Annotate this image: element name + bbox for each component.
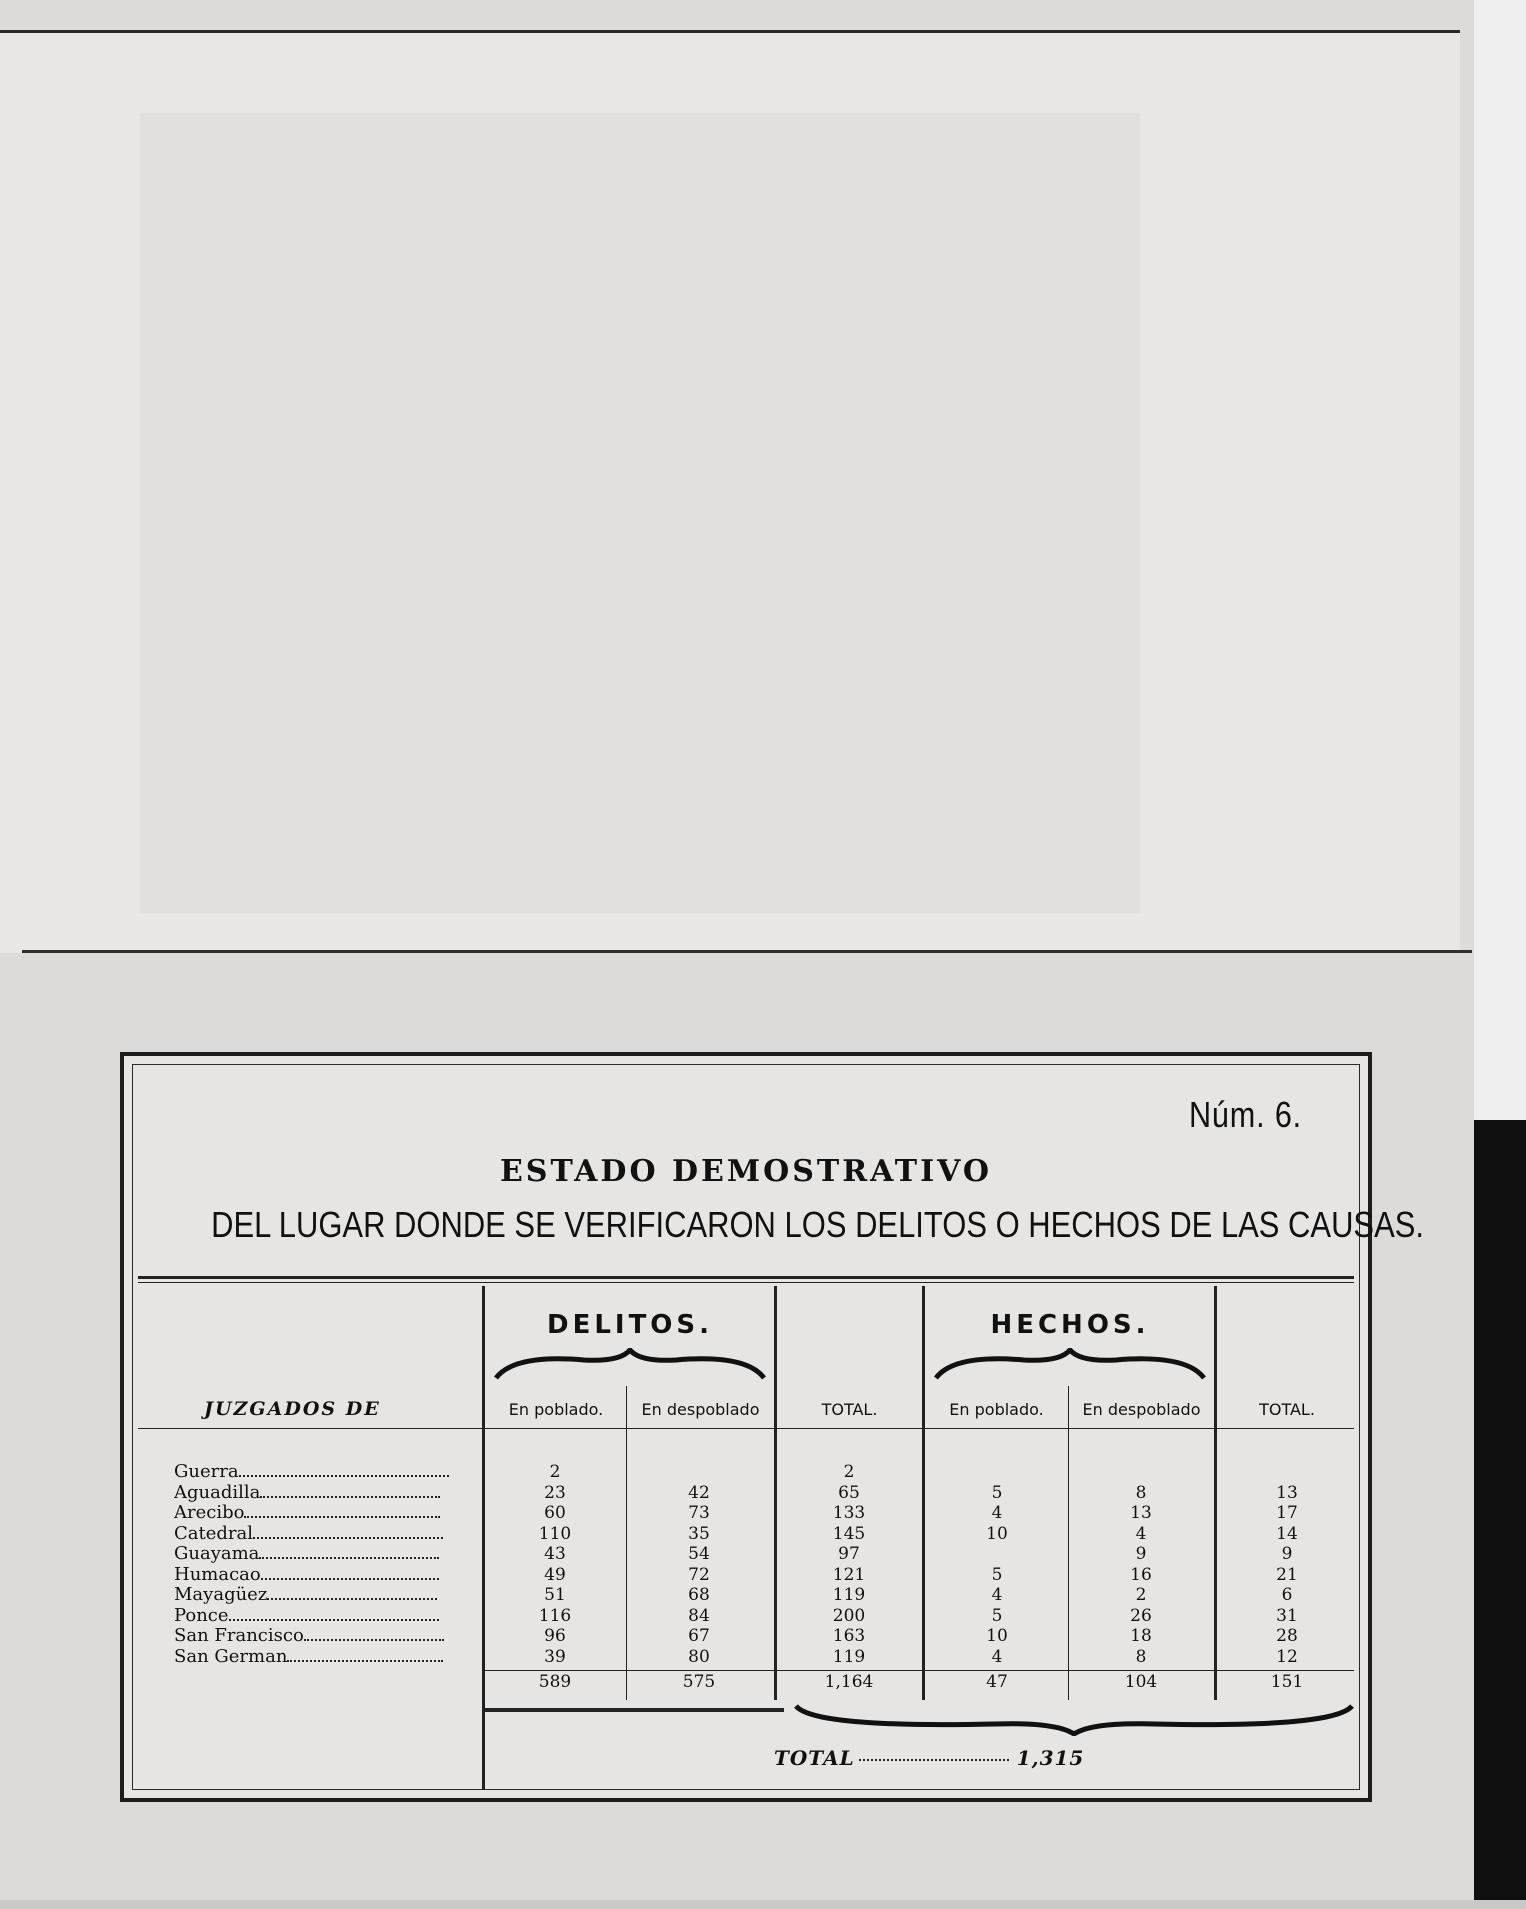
table-cell: 18 [1130,1626,1152,1646]
row-names [174,1462,474,1667]
table-cell: 49 [544,1564,566,1585]
colhead-delitos-despoblado: En despoblado [641,1400,760,1419]
row-header-juzgados: JUZGADOS DE [204,1398,381,1420]
table-cell: 6 [1281,1585,1293,1605]
document-number: Núm. 6. [1188,1094,1302,1135]
table-row-name: Humacao [174,1565,474,1586]
colhead-hechos-poblado: En poblado. [949,1400,1044,1419]
colhead-delitos-poblado: En poblado. [508,1400,604,1419]
table-cell [1086,1462,1196,1483]
table-row-name: San Francisco [174,1626,474,1647]
blank-upper-sheet [0,30,1460,953]
col-divider-4 [1068,1386,1069,1700]
table-cell: 73 [688,1503,710,1523]
table-cell: 10 [986,1626,1008,1646]
brace-grand-total [794,1702,1354,1736]
table-cell: 4 [991,1646,1003,1667]
table-cell: 31 [1276,1605,1298,1626]
table-cell: 163 [832,1626,866,1646]
table-cell: 4 [991,1585,1003,1605]
total-hechos-total: 151 [1270,1672,1304,1692]
table-cell: 4 [991,1503,1003,1523]
col-hechos-total [1232,1462,1342,1667]
table-cell: 13 [1130,1503,1152,1523]
table-cell: 51 [544,1585,566,1605]
table-cell: 97 [838,1544,860,1564]
table-row-name: Arecibo [174,1503,474,1524]
grand-total-value: 1,315 [1016,1746,1085,1770]
col-delitos-poblado [500,1462,610,1667]
brace-hechos [934,1348,1206,1382]
table-cell: 17 [1276,1503,1298,1523]
table-cell: 60 [544,1503,566,1523]
table-cell: 133 [832,1503,866,1523]
col-hechos-poblado [942,1462,1052,1667]
table-cell: 119 [832,1585,866,1605]
bleed-through-shadow [140,113,1140,913]
table-cell: 2 [843,1462,855,1482]
title-line-1: ESTADO DEMOSTRATIVO [499,1154,993,1189]
title-line-2: DEL LUGAR DONDE SE VERIFICARON LOS DELITOS O HECHOS DE LAS CAUSAS. [211,1204,1424,1245]
table-cell: 84 [688,1605,710,1626]
table-cell: 14 [1276,1523,1298,1544]
col-divider-1 [626,1386,627,1700]
group-header-delitos: DELITOS. [546,1310,714,1340]
header-top-rule [138,1276,1354,1279]
col-divider-5 [1214,1286,1217,1700]
colhead-hechos-total: TOTAL. [1259,1400,1315,1419]
fold-line [22,950,1472,953]
colhead-delitos-total: TOTAL. [821,1400,878,1419]
total-hechos-poblado: 47 [986,1672,1008,1692]
table-cell [942,1462,1052,1483]
table-cell: 9 [1281,1544,1293,1564]
table-cell: 28 [1276,1626,1298,1646]
table-cell: 9 [1135,1544,1147,1564]
group-header-hechos: HECHOS. [990,1310,1150,1340]
table-cell: 2 [549,1462,561,1482]
table-cell: 8 [1135,1646,1147,1667]
table-cell: 5 [991,1482,1003,1503]
brace-delitos [494,1348,766,1382]
table-cell: 16 [1130,1564,1152,1585]
table-cell: 72 [688,1564,710,1585]
header-top-rule-thin [138,1282,1354,1283]
table-row-name: Mayagüez [174,1585,474,1606]
totals-bottom-rule [484,1708,784,1712]
table-cell: 67 [688,1626,710,1646]
table-cell: 12 [1276,1646,1298,1667]
table-cell: 65 [838,1482,860,1503]
table-cell: 23 [544,1482,566,1503]
table-cell: 200 [832,1605,866,1626]
table-cell: 121 [832,1564,866,1585]
table-cell: 54 [688,1544,710,1564]
grand-total-label: TOTAL [774,1746,855,1770]
colhead-hechos-despoblado: En despoblado [1082,1400,1201,1419]
table-cell: 35 [688,1523,710,1544]
table-cell: 13 [1276,1482,1298,1503]
header-bottom-rule [138,1428,1354,1429]
table-row-name: San German [174,1647,474,1668]
table-cell [942,1544,1052,1565]
table-row-name: Ponce [174,1606,474,1627]
table-row-name: Catedral [174,1524,474,1545]
table-cell: 68 [688,1585,710,1605]
table-cell: 80 [688,1646,710,1667]
table-cell: 42 [688,1482,710,1503]
col-divider-2 [774,1286,777,1700]
table-cell [644,1462,754,1483]
table-cell: 10 [986,1523,1008,1544]
table-cell: 145 [832,1523,866,1544]
table-row-name: Guayama [174,1544,474,1565]
table-frame [120,1052,1424,1802]
grand-total [774,1746,1084,1770]
table-cell: 21 [1276,1564,1298,1585]
table-cell: 5 [991,1564,1003,1585]
table-cell: 26 [1130,1605,1152,1626]
scan-edge-dark [1474,1120,1526,1909]
scan-edge-bottom [0,1900,1526,1909]
col-divider-names [482,1286,485,1790]
table-cell: 96 [544,1626,566,1646]
col-delitos-total [794,1462,904,1667]
table-row-name: Aguadilla [174,1483,474,1504]
table-cell: 2 [1135,1585,1147,1605]
table-cell: 4 [1135,1523,1147,1544]
table-cell: 119 [832,1646,866,1667]
col-divider-3 [922,1286,925,1700]
table-cell: 8 [1135,1482,1147,1503]
table-cell [1232,1462,1342,1483]
total-delitos-despoblado: 575 [682,1672,716,1692]
col-delitos-despoblado [644,1462,754,1667]
col-hechos-despoblado [1086,1462,1196,1667]
scan-edge-light [1474,0,1526,1130]
total-hechos-despoblado: 104 [1124,1672,1158,1692]
table-cell: 5 [991,1605,1003,1626]
table-cell: 116 [538,1605,572,1626]
table-row-name: Guerra [174,1462,474,1483]
totals-top-rule [484,1670,1354,1671]
table-cell: 110 [538,1523,572,1544]
total-delitos-poblado: 589 [538,1672,572,1692]
total-delitos-total: 1,164 [824,1672,874,1692]
table-cell: 39 [544,1646,566,1667]
table-cell: 43 [544,1544,566,1564]
